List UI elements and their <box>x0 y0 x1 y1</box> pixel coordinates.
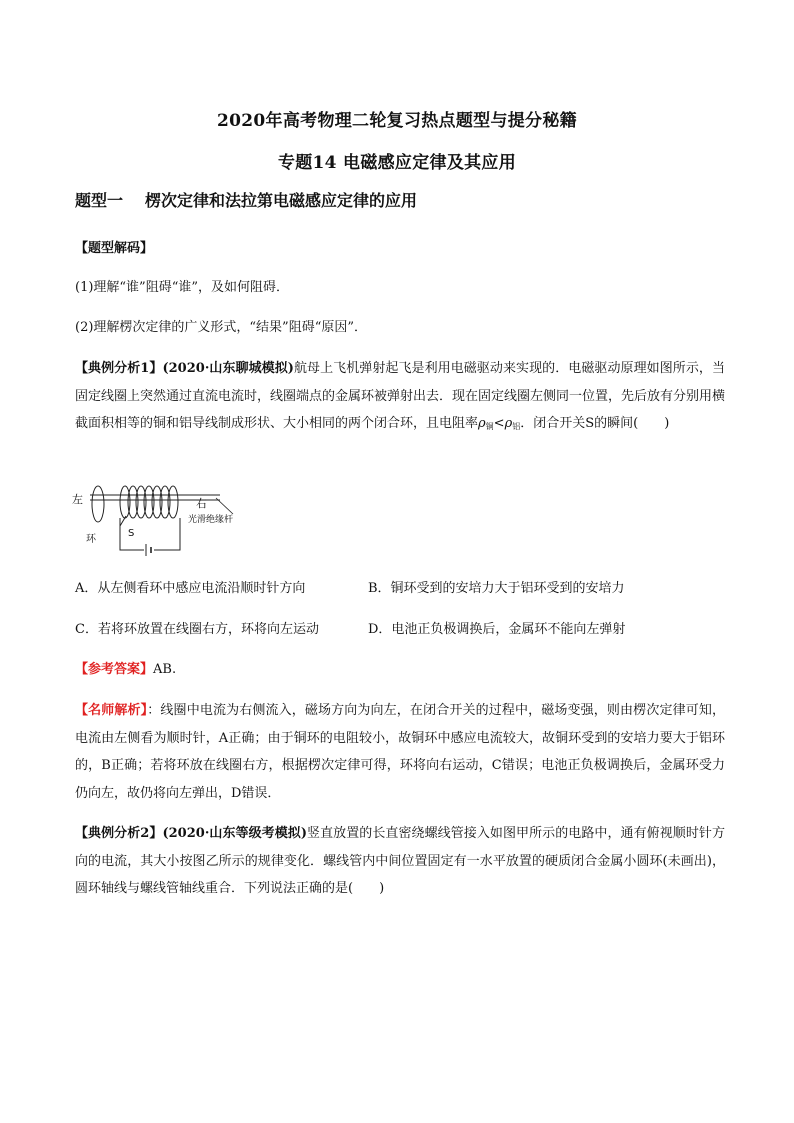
figure-ring-label: 环 <box>86 534 96 545</box>
decode-item-2: (2)理解楞次定律的广义形式，“结果”阻碍“原因”． <box>75 320 367 335</box>
example1-question <box>75 355 725 441</box>
figure-right-label: 右 <box>196 497 207 510</box>
section-label: 题型一 <box>75 191 124 210</box>
analysis-paragraph <box>75 697 725 807</box>
answer-line <box>75 656 725 684</box>
option-c: C．若将环放置在线圈右方，环将向左运动 <box>75 622 319 637</box>
analysis-label: 【名师解析】 <box>75 703 148 718</box>
document-title: 2020年高考物理二轮复习热点题型与提分秘籍 <box>217 111 577 131</box>
option-a: A．从左侧看环中感应电流沿顺时针方向 <box>75 581 306 596</box>
figure-rod-label: 光滑绝缘杆 <box>188 515 234 525</box>
decode-item-1: (1)理解“谁”阻碍“谁”，及如何阻碍． <box>75 280 289 295</box>
rho-symbol: ρ <box>478 416 486 431</box>
example1-text: 航母上飞机弹射起飞是利用电磁驱动来实现的．电磁驱动原理如图所示，当固定线圈上突然通过直流电流时，线圈端点的金属环被弹射出去．现在固定线圈左侧同一位置，先后放有分别用横截面积相等的铜和铝导线制成形状、大小相同的两个闭合环，且电阻率 <box>75 361 726 431</box>
answer-label: 【参考答案】 <box>75 662 154 677</box>
figure-switch-label: S <box>128 528 135 539</box>
example2-question <box>75 820 725 903</box>
option-d: D．电池正负极调换后，金属环不能向左弹射 <box>368 622 626 637</box>
document-subtitle: 专题14 电磁感应定律及其应用 <box>277 153 517 173</box>
decode-heading: 【题型解码】 <box>75 241 154 256</box>
rho-sub-aluminum: 铝 <box>512 422 521 431</box>
example2-text: 竖直放置的长直密绕螺线管接入如图甲所示的电路中，通有俯视顺时针方向的电流，其大小按图乙所示的规律变化．螺线管内中间位置固定有一水平放置的硬质闭合金属小圆环(未画出)，圆环轴线与螺线管轴线重合．下列说法正确的是( ) <box>75 826 725 896</box>
section-heading <box>75 188 417 211</box>
option-b: B．铜环受到的安培力大于铝环受到的安培力 <box>368 581 625 596</box>
answer-value: AB. <box>153 662 177 677</box>
example1-source: (2020·山东聊城模拟) <box>162 361 294 376</box>
example2-tag: 【典例分析2】 <box>75 826 163 841</box>
figure-left-label: 左 <box>72 493 83 506</box>
example2-source: (2020·山东等级考模拟) <box>162 826 307 841</box>
rho-sub-copper: 铜 <box>485 422 494 431</box>
example1-text-tail: ．闭合开关S的瞬间( ) <box>520 416 670 431</box>
less-than: < <box>493 416 505 431</box>
coil-diagram <box>70 478 260 560</box>
section-title: 楞次定律和法拉第电磁感应定律的应用 <box>145 191 418 210</box>
example1-tag: 【典例分析1】 <box>75 361 163 376</box>
rho-symbol-2: ρ <box>504 416 513 431</box>
analysis-text: ：线圈中电流为右侧流入，磁场方向为向左，在闭合开关的过程中，磁场变强，则由楞次定律可知，电流由左侧看为顺时针，A正确；由于铜环的电阻较小，故铜环中感应电流较大，故铜环受到的安培力要大于铝环的，B正确；若将环放在线圈右方，根据楞次定律可得，环将向右运动，C错误；电池正负极调换后，金属环受力仍向左，故仍将向左弹出，D错误． <box>75 703 725 801</box>
